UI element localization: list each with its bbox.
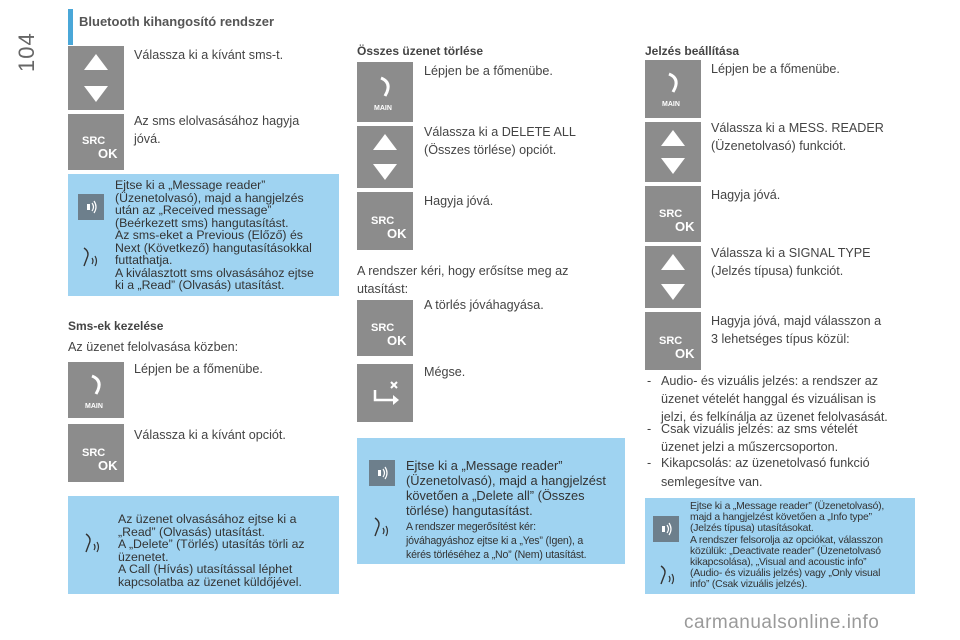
info-box bbox=[645, 498, 915, 594]
step-text: A törlés jóváhagyása. bbox=[424, 298, 544, 312]
step-text: Lépjen be a főmenübe. bbox=[424, 64, 553, 78]
step-text: Lépjen be a főmenübe. bbox=[134, 362, 263, 376]
step-text: Mégse. bbox=[424, 365, 466, 379]
section-title: Jelzés beállítása bbox=[645, 44, 740, 58]
info-text-small: Ejtse ki a „Message reader” (Üzenetolvasó), majd a hangjelzést követően a „Info type” (Jelzés típusa) utasításokat. A rendszer felsorolja az opciókat, válasszon közülük: „Deactivate reader” (Üzenetolvasó kikapcsolása), „Visual and acoustic info” (Audio- és vizuális jelzés) vagy „Only visual info” (Csak vizuális jelzés). bbox=[690, 501, 885, 591]
info-box bbox=[357, 438, 625, 564]
voice-command-icon bbox=[82, 530, 104, 556]
voice-command-icon bbox=[80, 244, 102, 270]
info-box bbox=[68, 174, 339, 296]
svg-text:MAIN: MAIN bbox=[662, 101, 680, 108]
step-text: Válassza ki a SIGNAL TYPE (Jelzés típusa) funkciót. bbox=[711, 246, 871, 278]
arrow-up-down-icon bbox=[645, 246, 701, 308]
voice-command-icon bbox=[657, 562, 679, 588]
svg-text:SRC: SRC bbox=[371, 322, 395, 334]
info-text: Ejtse ki a „Message reader” (Üzenetolvasó), majd a hangjelzés után az „Received message” (Beérkezett sms) hangutasítást. Az sms-eket a Previous (Előző) és Next (Következő) hangutasításokkal futtathatja. A kiválasztott sms olvasásához ejtse ki a „Read” (Olvasás) utasítást. bbox=[115, 178, 314, 292]
step-text: Az sms elolvasásához hagyja jóvá. bbox=[134, 114, 300, 146]
svg-text:OK: OK bbox=[387, 226, 407, 241]
info-box bbox=[68, 496, 339, 594]
step-text: Válassza ki a MESS. READER (Üzenetolvasó) funkciót. bbox=[711, 121, 884, 153]
src-ok-icon bbox=[68, 114, 124, 170]
section-title: Sms-ek kezelése bbox=[68, 319, 164, 333]
svg-text:SRC: SRC bbox=[82, 135, 106, 147]
arrow-up-down-icon bbox=[68, 46, 124, 110]
info-text: Az üzenet olvasásához ejtse ki a „Read” (Olvasás) utasítást. A „Delete” (Törlés) utasítás törli az üzenetet. A Call (Hívás) utasítással léphet kapcsolatba az üzenet küldőjével. bbox=[118, 512, 305, 589]
src-ok-icon bbox=[357, 192, 413, 250]
svg-text:MAIN: MAIN bbox=[374, 105, 392, 112]
step-text: Válassza ki a DELETE ALL (Összes törlése) opciót. bbox=[424, 125, 576, 157]
step-text: Válassza ki a kívánt sms-t. bbox=[134, 48, 284, 62]
src-ok-icon bbox=[645, 312, 701, 370]
speaker-icon bbox=[369, 460, 395, 486]
main-menu-icon bbox=[357, 62, 413, 122]
info-text: Ejtse ki a „Message reader” (Üzenetolvasó), majd a hangjelzést követően a „Delete all” (Összes törlése) hangutasítást. bbox=[406, 458, 606, 518]
svg-text:SRC: SRC bbox=[659, 208, 683, 220]
src-ok-icon bbox=[645, 186, 701, 242]
header-accent-bar bbox=[68, 9, 73, 45]
step-text: Lépjen be a főmenübe. bbox=[711, 62, 840, 76]
step-text: Hagyja jóvá. bbox=[424, 194, 494, 208]
step-text: Hagyja jóvá, majd válasszon a 3 lehetséges típus közül: bbox=[711, 314, 882, 346]
watermark: carmanualsonline.info bbox=[684, 612, 880, 633]
svg-text:OK: OK bbox=[675, 219, 695, 234]
src-ok-icon bbox=[357, 300, 413, 356]
confirm-text: A rendszer kéri, hogy erősítse meg az utasítást: bbox=[357, 264, 569, 296]
page-header: Bluetooth kihangosító rendszer bbox=[79, 14, 275, 29]
svg-text:SRC: SRC bbox=[82, 447, 106, 459]
section-intro: Az üzenet felolvasása közben: bbox=[68, 340, 239, 354]
arrow-up-down-icon bbox=[357, 126, 413, 188]
info-text-small: A rendszer megerősítést kér: jóváhagyáshoz ejtse ki a „Yes” (Igen), a kérés törléséhez a „No” (Nem) utasítást. bbox=[406, 521, 587, 561]
speaker-icon bbox=[78, 194, 104, 220]
voice-command-icon bbox=[371, 514, 393, 540]
main-menu-icon bbox=[645, 60, 701, 118]
step-text: Hagyja jóvá. bbox=[711, 188, 781, 202]
main-menu-icon bbox=[68, 362, 124, 418]
page-number: 104 bbox=[14, 32, 39, 72]
svg-text:OK: OK bbox=[387, 333, 407, 348]
back-icon bbox=[357, 364, 413, 422]
svg-text:OK: OK bbox=[98, 458, 118, 473]
speaker-icon bbox=[653, 516, 679, 542]
svg-text:SRC: SRC bbox=[371, 215, 395, 227]
svg-text:OK: OK bbox=[675, 346, 695, 361]
section-title: Összes üzenet törlése bbox=[357, 44, 484, 58]
svg-text:OK: OK bbox=[98, 146, 118, 161]
arrow-up-down-icon bbox=[645, 122, 701, 182]
svg-text:SRC: SRC bbox=[659, 335, 683, 347]
src-ok-icon bbox=[68, 424, 124, 482]
svg-text:MAIN: MAIN bbox=[85, 403, 103, 410]
step-text: Válassza ki a kívánt opciót. bbox=[134, 428, 286, 442]
